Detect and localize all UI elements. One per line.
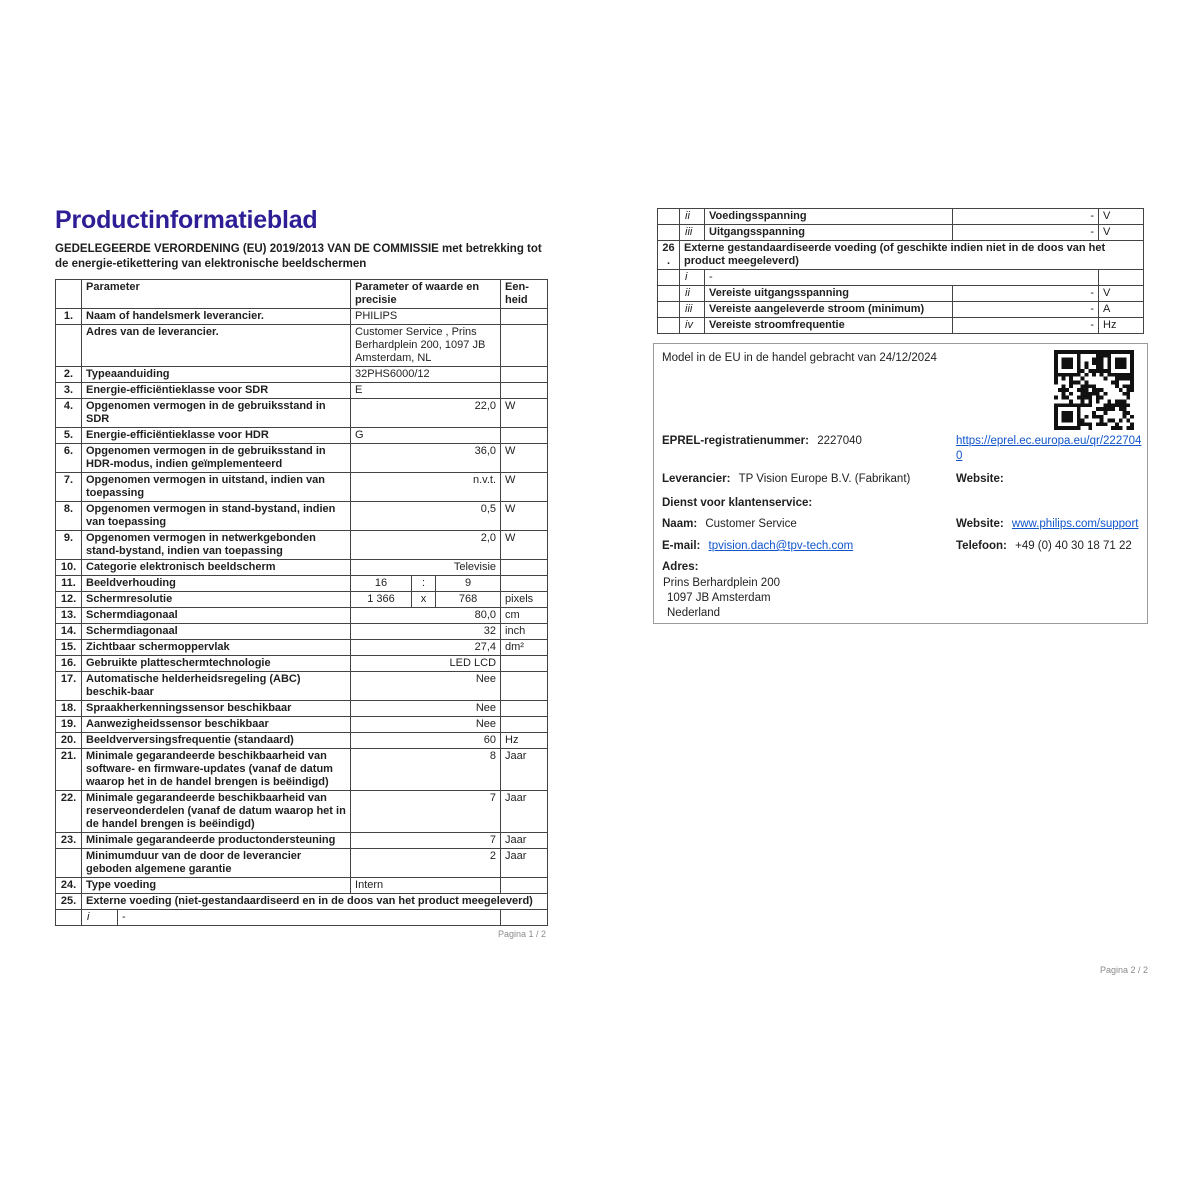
model-market-date: Model in de EU in de handel gebracht van 24/12/2024 xyxy=(662,352,937,364)
value-cell: 36,0 xyxy=(351,444,501,473)
support-website-link[interactable]: www.philips.com/support xyxy=(1011,518,1139,530)
website2-label: Website: xyxy=(956,518,1004,530)
value-cell: 7 xyxy=(351,791,501,833)
unit-cell: Jaar xyxy=(501,833,548,849)
parameter-cell: Naam of handelsmerk leverancier. xyxy=(82,309,351,325)
value-cell: 8 xyxy=(351,749,501,791)
row-number-cell xyxy=(56,910,82,926)
value-cell: E xyxy=(351,383,501,399)
table-row xyxy=(56,325,548,367)
value-cell: Customer Service , Prins Berhardplein 200, 1097 JB Amsterdam, NL xyxy=(351,325,501,367)
parameter-cell: Schermdiagonaal xyxy=(82,624,351,640)
page-title: Productinformatieblad xyxy=(55,206,318,234)
service-heading: Dienst voor klantenservice: xyxy=(662,497,813,509)
parameter-cell: Uitgangsspanning xyxy=(705,225,953,241)
unit-cell: W xyxy=(501,444,548,473)
row-number-cell: 8. xyxy=(56,502,82,531)
unit-cell xyxy=(501,878,548,894)
row-number-cell xyxy=(658,302,680,318)
row-number-cell: 1. xyxy=(56,309,82,325)
table-row xyxy=(56,383,548,399)
parameter-cell: Vereiste stroomfrequentie xyxy=(705,318,953,334)
row-number-cell: 26. xyxy=(658,241,680,270)
parameter-cell: Vereiste aangeleverde stroom (minimum) xyxy=(705,302,953,318)
telefoon-value: +49 (0) 40 30 18 71 22 xyxy=(1015,540,1132,552)
value-cell xyxy=(351,576,501,592)
roman-cell: i xyxy=(680,270,705,286)
email-label: E-mail: xyxy=(662,540,701,552)
table-row xyxy=(56,878,548,894)
row-number-cell xyxy=(658,225,680,241)
row-number-cell: 7. xyxy=(56,473,82,502)
value-part: 16 xyxy=(374,577,388,589)
dash-cell: - xyxy=(705,270,1099,286)
row-number-cell: 22. xyxy=(56,791,82,833)
unit-cell: Jaar xyxy=(501,849,548,878)
value-split xyxy=(351,576,500,591)
value-cell: 2 xyxy=(351,849,501,878)
row-number-cell xyxy=(658,286,680,302)
table-row xyxy=(56,656,548,672)
naam-value: Customer Service xyxy=(705,518,797,530)
parameter-cell: Spraakherkenningssensor beschikbaar xyxy=(82,701,351,717)
parameter-cell: Type voeding xyxy=(82,878,351,894)
email-link[interactable]: tpvision.dach@tpv-tech.com xyxy=(708,540,854,552)
row-number-cell: 23. xyxy=(56,833,82,849)
regulation-subtitle: GEDELEGEERDE VERORDENING (EU) 2019/2013 VAN DE COMMISSIE met betrekking tot de energie-etikettering van elektronische beeldschermen xyxy=(55,243,542,270)
parameter-cell: Energie-efficiëntieklasse voor SDR xyxy=(82,383,351,399)
eprel-registration-line xyxy=(662,434,862,449)
row-number-cell xyxy=(658,209,680,225)
parameter-cell: Opgenomen vermogen in stand-bystand, indien van toepassing xyxy=(82,502,351,531)
table-row xyxy=(56,733,548,749)
value-cell: 2,0 xyxy=(351,531,501,560)
parameter-cell: Zichtbaar schermoppervlak xyxy=(82,640,351,656)
table-row xyxy=(658,318,1144,334)
row-number-cell: 6. xyxy=(56,444,82,473)
value-cell: 32 xyxy=(351,624,501,640)
value-cell xyxy=(351,592,501,608)
table-row xyxy=(56,502,548,531)
roman-cell: iii xyxy=(680,225,705,241)
table-row xyxy=(56,531,548,560)
span-label-cell: Externe gestandaardiseerde voeding (of geschikte indien niet in de doos van het product meegeleverd) xyxy=(680,241,1144,270)
unit-cell: inch xyxy=(501,624,548,640)
table-row xyxy=(56,473,548,502)
unit-cell: Hz xyxy=(1099,318,1144,334)
unit-cell xyxy=(501,325,548,367)
table-row xyxy=(56,749,548,791)
unit-cell: Jaar xyxy=(501,749,548,791)
adres-line-3: Nederland xyxy=(667,607,721,619)
page2-footer: Pagina 2 / 2 xyxy=(1099,965,1148,975)
table-row xyxy=(658,302,1144,318)
row-number-cell: 13. xyxy=(56,608,82,624)
value-cell: - xyxy=(953,302,1099,318)
table-row xyxy=(56,849,548,878)
value-cell: 22,0 xyxy=(351,399,501,428)
header-unit-cell: Een-heid xyxy=(501,280,548,309)
unit-cell: pixels xyxy=(501,592,548,608)
table-row xyxy=(658,241,1144,270)
roman-cell: ii xyxy=(680,286,705,302)
table-row xyxy=(56,894,548,910)
row-number-cell: 9. xyxy=(56,531,82,560)
row-number-cell xyxy=(658,270,680,286)
unit-cell xyxy=(501,428,548,444)
row-number-cell: 11. xyxy=(56,576,82,592)
unit-cell: V xyxy=(1099,286,1144,302)
page-2 xyxy=(653,208,1148,1198)
value-split xyxy=(351,592,500,607)
span-label-cell: Externe voeding (niet-gestandaardiseerd en in de doos van het product meegeleverd) xyxy=(82,894,548,910)
value-part: 9 xyxy=(464,577,472,589)
unit-cell xyxy=(501,672,548,701)
support-website-line xyxy=(956,517,1138,532)
table-row xyxy=(56,608,548,624)
adres-line-2: 1097 JB Amsterdam xyxy=(667,592,771,604)
table-row xyxy=(658,225,1144,241)
unit-cell xyxy=(1099,270,1144,286)
header-num-cell xyxy=(56,280,82,309)
table-row xyxy=(56,399,548,428)
unit-cell xyxy=(501,656,548,672)
value-cell: 7 xyxy=(351,833,501,849)
unit-cell: Jaar xyxy=(501,791,548,833)
table-row xyxy=(658,270,1144,286)
row-number-cell: 5. xyxy=(56,428,82,444)
unit-cell xyxy=(501,383,548,399)
value-cell: Nee xyxy=(351,701,501,717)
value-cell: n.v.t. xyxy=(351,473,501,502)
row-number-cell: 15. xyxy=(56,640,82,656)
parameter-cell: Voedingsspanning xyxy=(705,209,953,225)
table-row xyxy=(56,592,548,608)
header-value-cell: Parameter of waarde en precisie xyxy=(351,280,501,309)
parameter-cell: Opgenomen vermogen in de gebruiksstand in HDR-modus, indien geïmplementeerd xyxy=(82,444,351,473)
website-label: Website: xyxy=(956,473,1004,485)
value-cell: Televisie xyxy=(351,560,501,576)
table-row xyxy=(658,286,1144,302)
parameter-cell: Minimale gegarandeerde productondersteuning xyxy=(82,833,351,849)
value-cell: Nee xyxy=(351,717,501,733)
value-cell: PHILIPS xyxy=(351,309,501,325)
naam-label: Naam: xyxy=(662,518,698,530)
parameter-cell: Beeldverhouding xyxy=(82,576,351,592)
value-cell: 32PHS6000/12 xyxy=(351,367,501,383)
value-cell: 0,5 xyxy=(351,502,501,531)
dash-cell: - xyxy=(118,910,501,926)
table-row xyxy=(56,791,548,833)
row-number-cell: 18. xyxy=(56,701,82,717)
value-separator: : xyxy=(411,576,436,591)
unit-cell: W xyxy=(501,473,548,502)
parameter-cell: Vereiste uitgangsspanning xyxy=(705,286,953,302)
row-number-cell xyxy=(56,325,82,367)
leverancier-value: TP Vision Europe B.V. (Fabrikant) xyxy=(738,473,911,485)
roman-cell: i xyxy=(82,910,118,926)
unit-cell: A xyxy=(1099,302,1144,318)
unit-cell xyxy=(501,367,548,383)
parameter-cell: Energie-efficiëntieklasse voor HDR xyxy=(82,428,351,444)
row-number-cell xyxy=(658,318,680,334)
value-part: 768 xyxy=(458,593,478,605)
unit-cell: W xyxy=(501,531,548,560)
row-number-cell: 20. xyxy=(56,733,82,749)
row-number-cell: 19. xyxy=(56,717,82,733)
unit-cell: Hz xyxy=(501,733,548,749)
value-cell: 27,4 xyxy=(351,640,501,656)
value-cell: 60 xyxy=(351,733,501,749)
row-number-cell: 12. xyxy=(56,592,82,608)
row-number-cell: 10. xyxy=(56,560,82,576)
table-row xyxy=(56,717,548,733)
table-row xyxy=(56,640,548,656)
value-cell: - xyxy=(953,225,1099,241)
parameter-cell: Minimale gegarandeerde beschikbaarheid van reserveonderdelen (vanaf de datum waarop het in de handel brengen is beëindigd) xyxy=(82,791,351,833)
parameters-table xyxy=(55,279,548,926)
adres-label: Adres: xyxy=(662,561,699,573)
parameter-cell: Beeldverversingsfrequentie (standaard) xyxy=(82,733,351,749)
roman-cell: iii xyxy=(680,302,705,318)
row-number-cell xyxy=(56,849,82,878)
unit-cell: V xyxy=(1099,209,1144,225)
supplier-info-box xyxy=(653,343,1148,624)
value-separator: x xyxy=(411,592,436,607)
unit-cell xyxy=(501,560,548,576)
parameter-cell: Categorie elektronisch beeldscherm xyxy=(82,560,351,576)
parameter-cell: Automatische helderheidsregeling (ABC) beschik-baar xyxy=(82,672,351,701)
table-row xyxy=(56,910,548,926)
row-number-cell: 3. xyxy=(56,383,82,399)
value-cell: Intern xyxy=(351,878,501,894)
unit-cell xyxy=(501,717,548,733)
table-row xyxy=(56,672,548,701)
leverancier-label: Leverancier: xyxy=(662,473,731,485)
adres-line-1: Prins Berhardplein 200 xyxy=(663,577,780,589)
parameter-cell: Schermresolutie xyxy=(82,592,351,608)
row-number-cell: 16. xyxy=(56,656,82,672)
roman-cell: iv xyxy=(680,318,705,334)
leverancier-line xyxy=(662,472,910,487)
value-cell: - xyxy=(953,286,1099,302)
eprel-label: EPREL-registratienummer: xyxy=(662,435,809,447)
value-part: 1 366 xyxy=(367,593,395,605)
header-parameter-cell: Parameter xyxy=(82,280,351,309)
table-row xyxy=(56,701,548,717)
row-number-cell: 14. xyxy=(56,624,82,640)
table-row xyxy=(56,624,548,640)
row-number-cell: 24. xyxy=(56,878,82,894)
table-row xyxy=(56,444,548,473)
parameter-cell: Opgenomen vermogen in de gebruiksstand in SDR xyxy=(82,399,351,428)
row-number-cell: 2. xyxy=(56,367,82,383)
qr-code-icon xyxy=(1054,350,1134,430)
parameter-cell: Aanwezigheidssensor beschikbaar xyxy=(82,717,351,733)
page-1 xyxy=(55,205,547,939)
value-cell: - xyxy=(953,318,1099,334)
parameter-cell: Adres van de leverancier. xyxy=(82,325,351,367)
unit-cell xyxy=(501,701,548,717)
unit-cell: dm² xyxy=(501,640,548,656)
phone-line xyxy=(956,539,1132,554)
roman-cell: ii xyxy=(680,209,705,225)
row-number-cell: 4. xyxy=(56,399,82,428)
unit-cell xyxy=(501,576,548,592)
telefoon-label: Telefoon: xyxy=(956,540,1007,552)
value-cell: LED LCD xyxy=(351,656,501,672)
unit-cell: W xyxy=(501,399,548,428)
row-number-cell: 21. xyxy=(56,749,82,791)
table-row xyxy=(56,428,548,444)
row-number-cell: 25. xyxy=(56,894,82,910)
unit-cell: V xyxy=(1099,225,1144,241)
parameter-cell: Opgenomen vermogen in uitstand, indien van toepassing xyxy=(82,473,351,502)
table-row xyxy=(658,209,1144,225)
parameter-cell: Minimumduur van de door de leverancier geboden algemene garantie xyxy=(82,849,351,878)
parameter-cell: Opgenomen vermogen in netwerkgebonden stand-bystand, indien van toepassing xyxy=(82,531,351,560)
email-line xyxy=(662,539,853,554)
unit-cell xyxy=(501,910,548,926)
table-row xyxy=(56,560,548,576)
parameter-cell: Gebruikte platteschermtechnologie xyxy=(82,656,351,672)
table-row xyxy=(56,367,548,383)
eprel-number: 2227040 xyxy=(817,435,862,447)
external-power-table xyxy=(657,208,1144,334)
value-cell: 80,0 xyxy=(351,608,501,624)
unit-cell xyxy=(501,309,548,325)
value-cell: - xyxy=(953,209,1099,225)
table-row xyxy=(56,309,548,325)
parameter-cell: Minimale gegarandeerde beschikbaarheid van software- en firmware-updates (vanaf de datum waarop het in de handel brengen is beëindigd) xyxy=(82,749,351,791)
value-cell: Nee xyxy=(351,672,501,701)
value-cell: G xyxy=(351,428,501,444)
table-header-row xyxy=(56,280,548,309)
unit-cell: cm xyxy=(501,608,548,624)
table-row xyxy=(56,833,548,849)
unit-cell: W xyxy=(501,502,548,531)
eprel-link[interactable]: https://eprel.ec.europa.eu/qr/2227040 xyxy=(956,435,1142,462)
parameter-cell: Typeaanduiding xyxy=(82,367,351,383)
service-name-line xyxy=(662,517,797,532)
page1-footer: Pagina 1 / 2 xyxy=(497,929,546,939)
parameter-cell: Schermdiagonaal xyxy=(82,608,351,624)
table-row xyxy=(56,576,548,592)
row-number-cell: 17. xyxy=(56,672,82,701)
